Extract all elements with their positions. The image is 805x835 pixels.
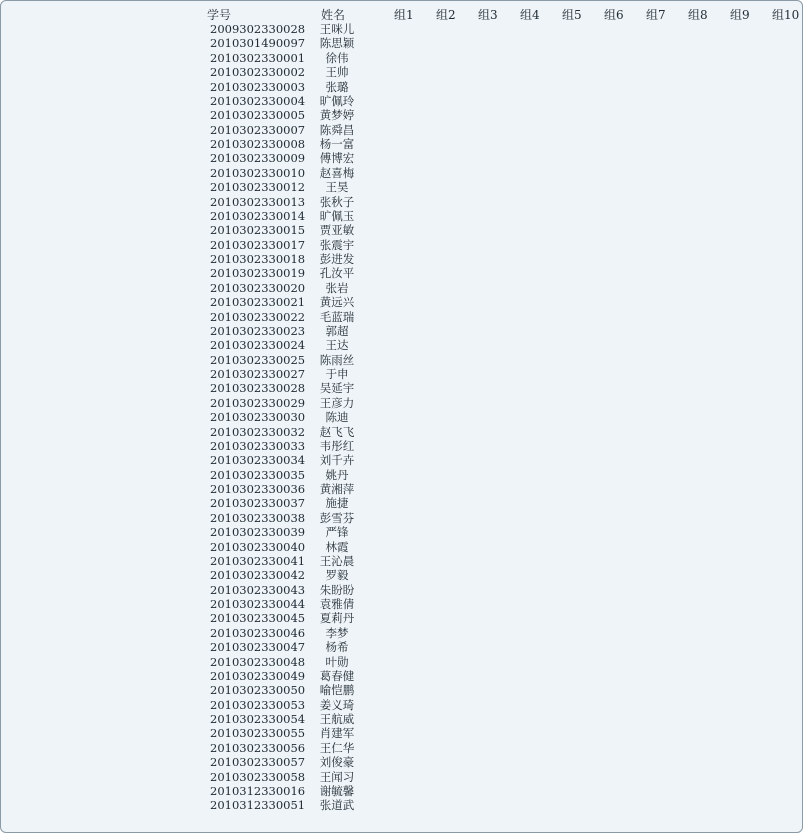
table-row [1, 410, 805, 424]
table-row [1, 453, 805, 467]
table-row [1, 396, 805, 410]
student-name-cell: 王昊 [325, 180, 349, 195]
student-name-cell: 郭超 [325, 323, 349, 338]
table-row [1, 611, 805, 625]
student-id-cell: 2010302330047 [210, 640, 306, 655]
student-id-cell: 2010302330045 [210, 611, 306, 626]
student-name-cell: 陈雨丝 [319, 352, 355, 367]
student-name-cell: 张道武 [319, 798, 355, 813]
student-id-cell: 2010302330046 [210, 625, 306, 640]
student-name-cell: 王帅 [325, 65, 349, 80]
student-id-cell: 2010302330033 [210, 438, 306, 453]
table-row [1, 123, 805, 137]
student-id-cell: 2010302330008 [210, 137, 306, 151]
student-name-cell: 张震宇 [319, 237, 355, 252]
student-id-cell: 2010302330041 [210, 553, 306, 568]
table-row [1, 741, 805, 755]
table-row [1, 324, 805, 338]
student-name-cell: 旷佩玉 [319, 208, 355, 223]
table-row [1, 770, 805, 784]
student-id-cell: 2010302330027 [210, 367, 306, 381]
student-id-cell: 2010302330053 [210, 697, 306, 712]
table-row [1, 65, 805, 79]
header-group-6: 组6 [604, 8, 624, 22]
table-row [1, 554, 805, 568]
student-name-cell: 韦彤红 [319, 438, 355, 453]
header-group-3: 组3 [478, 8, 498, 22]
student-id-cell: 2010302330034 [210, 453, 306, 468]
header-group-9: 组9 [730, 8, 750, 22]
student-id-cell: 2010302330029 [210, 395, 306, 410]
header-group-2: 组2 [436, 8, 456, 22]
student-name-cell: 王达 [325, 338, 349, 353]
student-name-cell: 王闻习 [319, 769, 355, 784]
student-name-cell: 孔汝平 [319, 266, 355, 281]
student-name-cell: 袁雅倩 [319, 597, 355, 611]
header-name: 姓名 [321, 8, 346, 22]
student-id-cell: 2010302330032 [210, 424, 306, 439]
student-name-cell: 李梦 [325, 625, 349, 640]
student-name-cell: 王航威 [319, 712, 355, 726]
table-row [1, 496, 805, 510]
student-name-cell: 刘千卉 [319, 453, 355, 468]
table-row [1, 640, 805, 654]
student-id-cell: 2010302330055 [210, 726, 306, 741]
table-row [1, 252, 805, 266]
student-id-cell: 2010302330015 [210, 223, 306, 238]
table-row [1, 353, 805, 367]
student-id-cell: 2010302330044 [210, 597, 306, 611]
table-row [1, 568, 805, 582]
student-name-cell: 陈思颖 [319, 36, 355, 51]
table-row [1, 468, 805, 482]
student-id-cell: 2010302330050 [210, 683, 306, 698]
student-id-cell: 2010302330019 [210, 266, 306, 281]
student-name-cell: 王咪儿 [319, 22, 355, 36]
table-row [1, 51, 805, 65]
table-header [1, 7, 805, 23]
table-row [1, 367, 805, 381]
table-row [1, 22, 805, 36]
student-id-cell: 2010302330049 [210, 668, 306, 683]
student-name-cell: 毛蓝瑞 [319, 309, 355, 324]
student-name-cell: 刘俊豪 [319, 755, 355, 770]
student-name-cell: 杨一富 [319, 137, 355, 151]
table-row [1, 166, 805, 180]
table-row [1, 223, 805, 237]
table-row [1, 755, 805, 769]
table-row [1, 511, 805, 525]
student-id-cell: 2010302330030 [210, 410, 306, 425]
table-row [1, 137, 805, 151]
student-name-cell: 彭雪芬 [319, 510, 355, 525]
table-row [1, 425, 805, 439]
student-name-cell: 赵喜梅 [319, 165, 355, 180]
student-name-cell: 赵飞飞 [319, 424, 355, 439]
student-id-cell: 2010302330021 [210, 295, 306, 310]
table-row [1, 381, 805, 395]
table-body [1, 22, 805, 813]
student-id-cell: 2010302330024 [210, 338, 306, 353]
header-student-id: 学号 [207, 8, 232, 22]
student-id-cell: 2010302330028 [210, 381, 306, 396]
table-row [1, 784, 805, 798]
student-id-cell: 2010302330025 [210, 352, 306, 367]
table-row [1, 698, 805, 712]
student-name-cell: 傅博宏 [319, 151, 355, 166]
student-id-cell: 2010302330018 [210, 252, 306, 266]
table-row [1, 180, 805, 194]
table-row [1, 439, 805, 453]
table-row [1, 338, 805, 352]
table-row [1, 295, 805, 309]
student-id-cell: 2010302330009 [210, 151, 306, 166]
student-id-cell: 2010302330004 [210, 93, 306, 108]
student-id-cell: 2010302330002 [210, 65, 306, 80]
student-name-cell: 吴延宇 [319, 381, 355, 396]
student-name-cell: 朱盼盼 [319, 582, 355, 597]
student-name-cell: 林霞 [325, 539, 349, 554]
header-group-8: 组8 [688, 8, 708, 22]
student-name-cell: 陈舜昌 [319, 122, 355, 137]
student-name-cell: 陈迪 [325, 410, 349, 425]
student-id-cell: 2010302330022 [210, 309, 306, 324]
student-name-cell: 罗毅 [325, 568, 349, 583]
table-row [1, 281, 805, 295]
student-name-cell: 贾亚敏 [319, 223, 355, 238]
student-name-cell: 旷佩玲 [319, 93, 355, 108]
student-name-cell: 于申 [325, 367, 349, 381]
student-id-cell: 2010312330051 [210, 798, 306, 813]
student-name-cell: 黄梦婷 [319, 108, 355, 123]
student-id-cell: 2010301490097 [210, 36, 306, 51]
student-name-cell: 葛春健 [319, 668, 355, 683]
student-name-cell: 黄湘萍 [319, 482, 355, 496]
student-name-cell: 张岩 [325, 280, 349, 295]
header-group-4: 组4 [520, 8, 540, 22]
student-name-cell: 喻恺鹏 [319, 683, 355, 698]
student-id-cell: 2010302330058 [210, 769, 306, 784]
student-name-cell: 叶勋 [325, 654, 349, 669]
student-name-cell: 张秋子 [319, 194, 355, 209]
student-name-cell: 肖建军 [319, 726, 355, 741]
student-id-cell: 2010302330036 [210, 482, 306, 496]
student-name-cell: 夏莉丹 [319, 611, 355, 626]
student-id-cell: 2010302330003 [210, 79, 306, 94]
header-group-7: 组7 [646, 8, 666, 22]
header-group-1: 组1 [394, 8, 414, 22]
student-id-cell: 2010302330012 [210, 180, 306, 195]
student-name-cell: 彭进发 [319, 252, 355, 266]
table-row [1, 108, 805, 122]
student-id-cell: 2010302330017 [210, 237, 306, 252]
student-id-cell: 2010302330013 [210, 194, 306, 209]
header-group-10: 组10 [772, 8, 800, 22]
student-name-cell: 谢毓馨 [319, 783, 355, 798]
student-name-cell: 王仁华 [319, 740, 355, 755]
student-id-cell: 2010302330005 [210, 108, 306, 123]
table-row [1, 726, 805, 740]
student-id-cell: 2010312330016 [210, 783, 306, 798]
student-name-cell: 王沁晨 [319, 553, 355, 568]
table-row [1, 712, 805, 726]
student-id-cell: 2010302330037 [210, 496, 306, 511]
table-row [1, 209, 805, 223]
student-name-cell: 杨希 [325, 640, 349, 655]
table-row [1, 36, 805, 50]
student-name-cell: 王彦力 [319, 395, 355, 410]
student-id-cell: 2010302330010 [210, 165, 306, 180]
student-id-cell: 2010302330054 [210, 712, 306, 726]
table-row [1, 80, 805, 94]
table-row [1, 540, 805, 554]
student-id-cell: 2010302330001 [210, 50, 306, 65]
student-name-cell: 姚丹 [325, 467, 349, 482]
student-id-cell: 2010302330048 [210, 654, 306, 669]
student-name-cell: 黄远兴 [319, 295, 355, 310]
student-name-cell: 徐伟 [325, 50, 349, 65]
table-row [1, 626, 805, 640]
table-row [1, 266, 805, 280]
student-id-cell: 2010302330039 [210, 525, 306, 540]
student-name-cell: 姜义琦 [319, 697, 355, 712]
student-id-cell: 2010302330023 [210, 323, 306, 338]
table-row [1, 583, 805, 597]
table-row [1, 310, 805, 324]
table-row [1, 597, 805, 611]
student-id-cell: 2010302330038 [210, 510, 306, 525]
table-row [1, 195, 805, 209]
student-id-cell: 2010302330014 [210, 208, 306, 223]
student-id-cell: 2009302330028 [210, 22, 306, 36]
table-row [1, 238, 805, 252]
student-id-cell: 2010302330042 [210, 568, 306, 583]
table-row [1, 798, 805, 812]
table-row [1, 482, 805, 496]
student-id-cell: 2010302330007 [210, 122, 306, 137]
student-name-cell: 严锋 [325, 525, 349, 540]
student-id-cell: 2010302330035 [210, 467, 306, 482]
student-id-cell: 2010302330057 [210, 755, 306, 770]
table-row [1, 683, 805, 697]
header-group-5: 组5 [562, 8, 582, 22]
student-name-cell: 施捷 [325, 496, 349, 511]
table-row [1, 669, 805, 683]
student-id-cell: 2010302330043 [210, 582, 306, 597]
table-row [1, 94, 805, 108]
student-id-cell: 2010302330020 [210, 280, 306, 295]
student-name-cell: 张璐 [325, 79, 349, 94]
table-row [1, 655, 805, 669]
table-row [1, 525, 805, 539]
table-row [1, 151, 805, 165]
student-id-cell: 2010302330056 [210, 740, 306, 755]
student-id-cell: 2010302330040 [210, 539, 306, 554]
